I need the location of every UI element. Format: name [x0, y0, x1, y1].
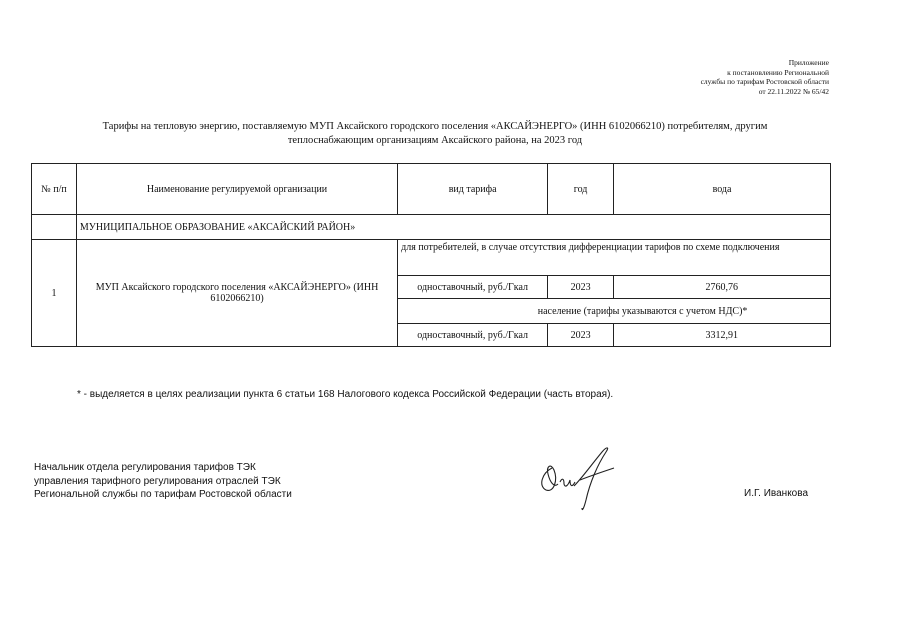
header-water: вода: [614, 164, 831, 215]
signer-position: [34, 461, 292, 502]
appendix-header: [569, 58, 829, 96]
header-org: Наименование регулируемой организации: [76, 164, 397, 215]
tariff-table: [31, 163, 831, 347]
appendix-line-4: от 22.11.2022 № 65/42: [758, 86, 829, 96]
municipality-row: [32, 215, 831, 240]
organization-name: МУП Аксайского городского поселения «АКСАЙЭНЕРГО» (ИНН 6102066210): [76, 240, 397, 347]
header-num: № п/п: [32, 164, 77, 215]
table-row: [32, 240, 831, 276]
tariff-type-2: одноставочный, руб./Гкал: [398, 324, 548, 347]
signer-line-3: Региональной службы по тарифам Ростовской области: [34, 489, 292, 500]
header-tariff-type: вид тарифа: [398, 164, 548, 215]
signer-name: И.Г. Иванкова: [744, 488, 808, 499]
header-year: год: [548, 164, 614, 215]
title-line-2: теплоснабжающим организациям Аксайского района, на 2023 год: [287, 135, 583, 146]
section-population: население (тарифы указываются с учетом НДС)*: [398, 299, 831, 324]
row-number: 1: [32, 240, 77, 347]
signer-line-2: управления тарифного регулирования отраслей ТЭК: [34, 475, 281, 487]
appendix-line-1: Приложение: [788, 58, 829, 67]
municipality-name: МУНИЦИПАЛЬНОЕ ОБРАЗОВАНИЕ «АКСАЙСКИЙ РАЙОН»: [76, 215, 830, 240]
document-title: [40, 120, 830, 148]
handwritten-signature: [532, 438, 622, 518]
tariff-value-2: 3312,91: [614, 324, 831, 347]
tariff-year-2: 2023: [548, 324, 614, 347]
table-header-row: [32, 164, 831, 215]
tariff-value-1: 2760,76: [614, 276, 831, 299]
municipality-empty-cell: [32, 215, 77, 240]
appendix-line-3: службы по тарифам Ростовской области: [700, 77, 829, 86]
title-line-1: Тарифы на тепловую энергию, поставляемую МУП Аксайского городского поселения «АКСАЙЭНЕРГО» (ИНН 6102066210) потребителям, другим: [102, 121, 768, 132]
section-consumers: для потребителей, в случае отсутствия дифференциации тарифов по схеме подключения: [398, 240, 831, 276]
footnote: * - выделяется в целях реализации пункта 6 статьи 168 Налогового кодекса Российской Федерации (часть вторая).: [77, 389, 614, 400]
tariff-year-1: 2023: [548, 276, 614, 299]
signer-line-1: Начальник отдела регулирования тарифов ТЭК: [34, 462, 256, 473]
tariff-type-1: одноставочный, руб./Гкал: [398, 276, 548, 299]
appendix-line-2: к постановлению Региональной: [727, 67, 829, 77]
